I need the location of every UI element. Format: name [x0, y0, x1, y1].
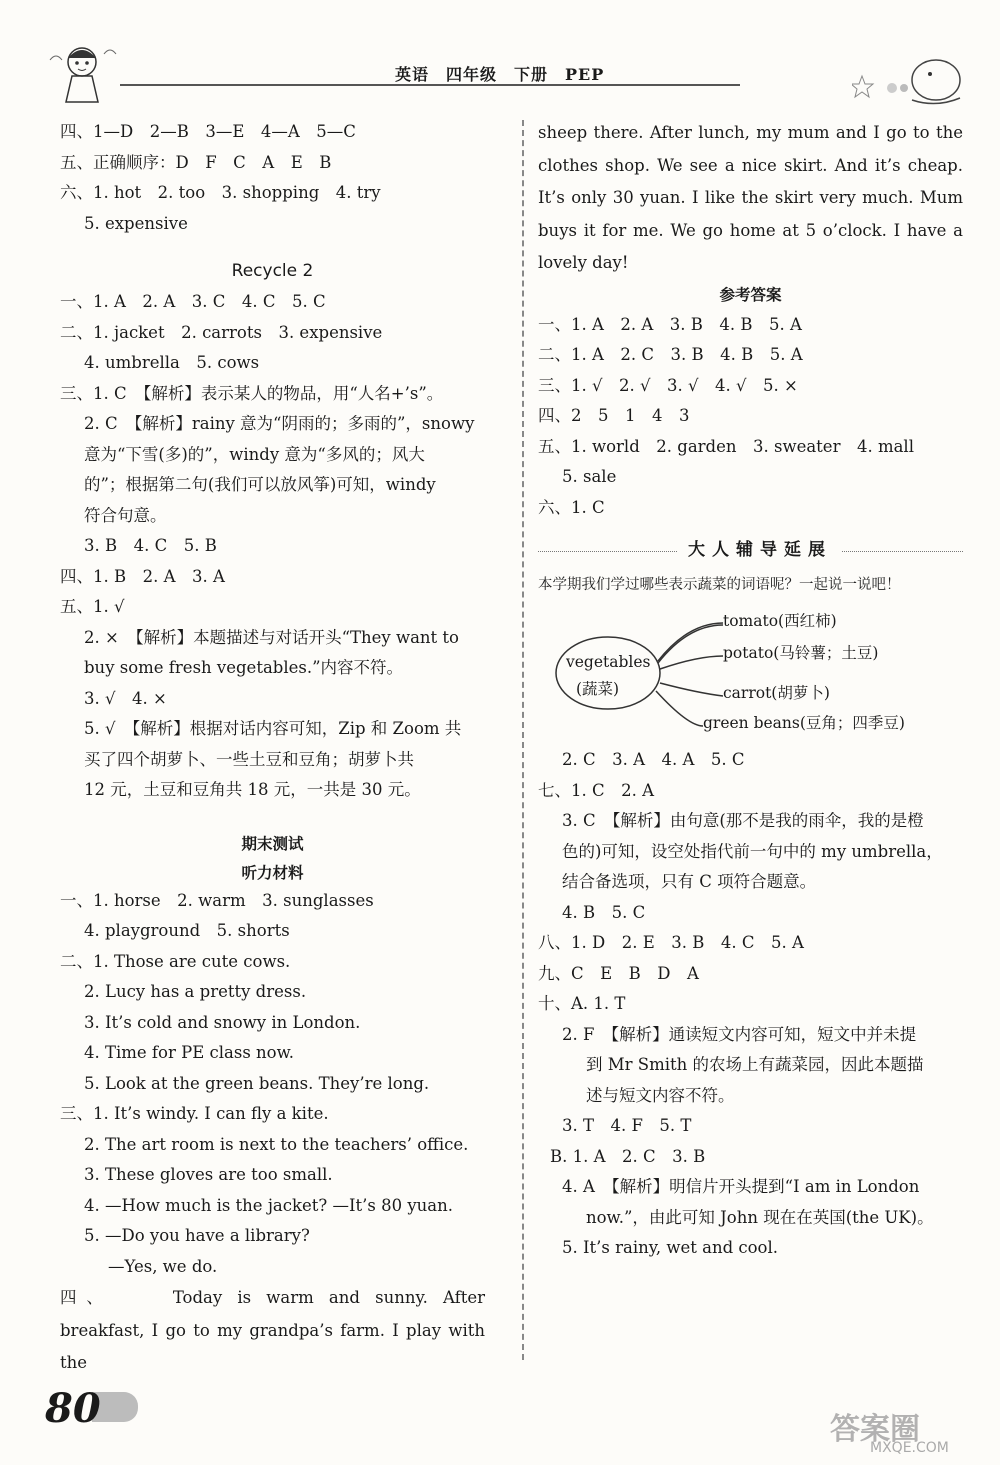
header-rule: [120, 84, 740, 86]
answer-line: B. 1. A 2. C 3. B: [550, 1146, 706, 1166]
answer-line: 述与短文内容不符。: [586, 1085, 735, 1105]
answer-line: 3. √ 4. ×: [84, 688, 167, 708]
mascot-bird-icon: [852, 42, 964, 108]
answer-line: 3. C 【解析】由句意(那不是我的雨伞，我的是橙: [562, 811, 924, 830]
section-title-answers: 参考答案: [719, 284, 782, 304]
script-line: 三、1. It’s windy. I can fly a kite.: [60, 1104, 329, 1123]
answer-line: 5. √ 【解析】根据对话内容可知，Zip 和 Zoom 共: [84, 719, 462, 738]
answer-line: 一、1. A 2. A 3. C 4. C 5. C: [60, 292, 326, 311]
script-line: 5. Look at the green beans. They’re long.: [84, 1073, 430, 1093]
answer-line: 符合句意。: [84, 505, 167, 525]
answer-line: 5. expensive: [84, 213, 188, 233]
answer-line: 12 元，土豆和豆角共 18 元，一共是 30 元。: [84, 780, 421, 799]
answer-line: 四、1—D 2—B 3—E 4—A 5—C: [60, 122, 356, 141]
script-line: 3. It’s cold and snowy in London.: [84, 1012, 361, 1032]
tutor-extension-box: [538, 540, 963, 570]
answer-line: 意为“下雪(多)的”，windy 意为“多风的；风大: [84, 444, 425, 464]
mind-map-item: green beans(豆角；四季豆): [703, 714, 905, 732]
answer-line: 4. B 5. C: [562, 902, 646, 922]
answer-line: 三、1. C 【解析】表示某人的物品，用“人名+’s”。: [60, 383, 444, 403]
answer-line: 买了四个胡萝卜、一些土豆和豆角；胡萝卜共: [84, 749, 414, 769]
script-line: 4. playground 5. shorts: [84, 921, 290, 940]
left-column: [60, 117, 485, 1380]
mind-map-item: carrot(胡萝卜): [723, 684, 830, 702]
answer-line: 十、A. 1. T: [538, 994, 626, 1013]
answer-line: 2. F 【解析】通读短文内容可知，短文中并未提: [562, 1024, 917, 1044]
answer-line: 八、1. D 2. E 3. B 4. C 5. A: [538, 933, 804, 952]
answer-line: 五、1. world 2. garden 3. sweater 4. mall: [538, 436, 914, 456]
tutor-box-title: 大人辅导延展: [678, 535, 842, 560]
script-line: 二、1. Those are cute cows.: [60, 951, 291, 971]
column-divider: [522, 120, 524, 1360]
passage-start: [60, 1282, 485, 1380]
mind-map-center-en: vegetables: [566, 653, 651, 671]
watermark-url: MXQE.COM: [870, 1440, 949, 1456]
script-line: 4. Time for PE class now.: [84, 1043, 294, 1062]
answer-line: 九、C E B D A: [538, 963, 699, 983]
answer-line: 色的)可知，设空处指代前一句中的 my umbrella，: [562, 841, 943, 861]
answer-line: 四、2 5 1 4 3: [538, 406, 690, 425]
answer-line: 到 Mr Smith 的农场上有蔬菜园，因此本题描: [586, 1055, 924, 1074]
answer-line: 七、1. C 2. A: [538, 780, 655, 800]
passage-text: Today is warm and sunny. After breakfast, I go to my grandpa’s farm. I play with the: [60, 1288, 485, 1372]
answer-line: 六、1. hot 2. too 3. shopping 4. try: [60, 183, 381, 202]
passage-label: 四、: [60, 1288, 113, 1307]
answer-line: 三、1. √ 2. √ 3. √ 4. √ 5. ×: [538, 375, 798, 395]
answer-line: 5. It’s rainy, wet and cool.: [562, 1238, 779, 1257]
watermark-logo: 答案圈: [830, 1412, 920, 1447]
answer-line: 二、1. A 2. C 3. B 4. B 5. A: [538, 345, 803, 364]
answer-line: 2. C 3. A 4. A 5. C: [562, 750, 745, 769]
answer-line: 的”；根据第二句(我们可以放风筝)可知，windy: [84, 475, 436, 494]
answer-line: 5. sale: [562, 467, 617, 486]
answer-line: buy some fresh vegetables.”内容不符。: [84, 658, 404, 677]
section-title-listening: 听力材料: [241, 862, 304, 882]
mind-map-center-zh: (蔬菜): [576, 680, 620, 698]
script-line: 2. The art room is next to the teachers’ office.: [84, 1134, 469, 1154]
answer-line: 四、1. B 2. A 3. A: [60, 566, 225, 586]
script-line: 4. —How much is the jacket? —It’s 80 yuan.: [84, 1195, 454, 1215]
answer-line: 二、1. jacket 2. carrots 3. expensive: [60, 322, 383, 342]
answer-line: now.”，由此可知 John 现在在英国(the UK)。: [586, 1207, 934, 1227]
script-line: 2. Lucy has a pretty dress.: [84, 982, 307, 1001]
passage-continuation: sheep there. After lunch, my mum and I go to the clothes shop. We see a nice skirt. And it’s cheap. It’s only 30 yuan. I like the skirt very much. Mum buys it for me. We go home at 5 o’clock. I have a lovely day!: [538, 123, 963, 272]
answer-line: 五、正确顺序：D F C A E B: [60, 152, 332, 172]
answer-line: 4. umbrella 5. cows: [84, 353, 260, 372]
right-column: [538, 117, 963, 1264]
answer-line: 2. × 【解析】本题描述与对话开头“They want to: [84, 627, 459, 647]
answer-line: 3. B 4. C 5. B: [84, 536, 217, 555]
page-number: 80: [45, 1385, 101, 1432]
answer-line: 一、1. A 2. A 3. B 4. B 5. A: [538, 314, 802, 334]
answer-line: 3. T 4. F 5. T: [562, 1116, 692, 1135]
section-title-final: 期末测试: [241, 833, 304, 853]
mind-map-item: potato(马铃薯；土豆): [723, 644, 879, 662]
answer-line: 六、1. C: [538, 497, 605, 517]
header-title: 英语 四年级 下册 PEP: [395, 65, 605, 84]
answer-line: 五、1. √: [60, 597, 125, 616]
script-line: 一、1. horse 2. warm 3. sunglasses: [60, 890, 374, 910]
mind-map-item: tomato(西红柿): [723, 612, 837, 630]
section-title-recycle: Recycle 2: [231, 261, 314, 281]
vegetable-mind-map: [538, 601, 963, 731]
script-line: —Yes, we do.: [108, 1256, 218, 1276]
answer-line: 2. C 【解析】rainy 意为“阴雨的；多雨的”，snowy: [84, 414, 475, 433]
answer-line: 4. A 【解析】明信片开头提到“I am in London: [562, 1177, 920, 1196]
tutor-box-text: 本学期我们学过哪些表示蔬菜的词语呢？一起说一说吧！: [538, 577, 901, 593]
cartoon-kid-icon: [38, 40, 124, 112]
script-line: 3. These gloves are too small.: [84, 1165, 333, 1184]
answer-line: 结合备选项，只有 C 项符合题意。: [562, 872, 817, 891]
script-line: 5. —Do you have a library?: [84, 1226, 310, 1245]
